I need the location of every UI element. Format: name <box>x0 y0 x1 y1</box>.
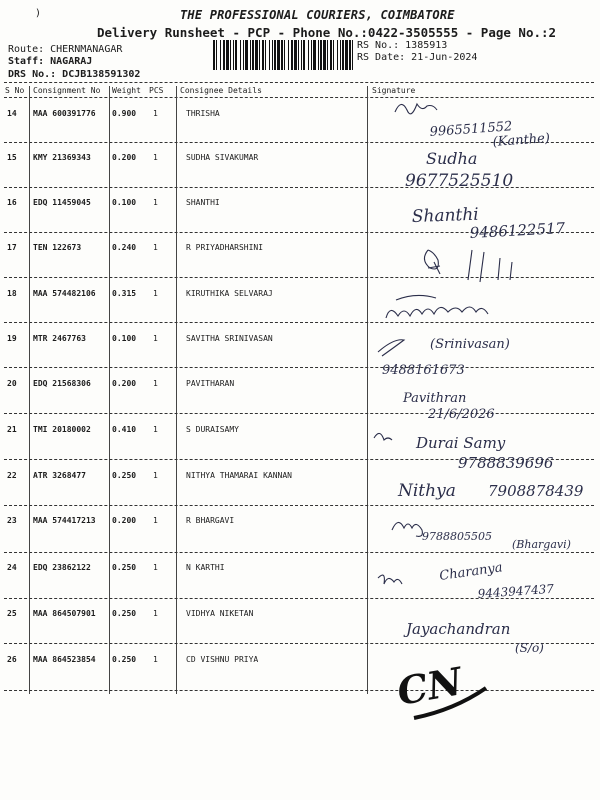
barcode-bar <box>243 40 244 70</box>
barcode-bar <box>252 40 254 70</box>
row-consignment: EDQ 11459045 <box>33 198 91 207</box>
signature-text: Jayachandran <box>406 620 511 638</box>
row-weight: 0.900 <box>112 109 137 118</box>
row-consignment: MAA 864523854 <box>33 655 96 664</box>
divider <box>4 82 594 83</box>
barcode-bar <box>288 40 289 70</box>
rs-date: RS Date: 21-Jun-2024 <box>357 52 478 63</box>
signature-scribble <box>378 575 402 584</box>
signature-text: Sudha <box>426 149 478 168</box>
route-label: Route: CHERNMANAGAR <box>8 44 123 55</box>
row-consignee: KIRUTHIKA SELVARAJ <box>186 289 273 298</box>
row-consignee: SHANTHI <box>186 198 220 207</box>
barcode-bar <box>226 40 229 70</box>
barcode-bar <box>330 40 332 70</box>
barcode-bar <box>323 40 326 70</box>
row-sno: 14 <box>7 109 17 118</box>
signature-text: Shanthi <box>411 204 480 227</box>
signature-scribble <box>392 522 422 536</box>
signature-text: 9443947437 <box>477 581 555 601</box>
row-divider <box>4 187 594 188</box>
courier-mark-stroke <box>414 688 486 718</box>
signature-scribble <box>386 295 488 318</box>
row-divider <box>4 367 594 368</box>
row-sno: 26 <box>7 655 17 664</box>
barcode-bar <box>230 40 231 70</box>
barcode-bar <box>352 40 353 70</box>
row-consignee: N KARTHI <box>186 563 225 572</box>
row-pcs: 1 <box>153 516 158 525</box>
signature-scribble <box>374 433 392 440</box>
divider <box>4 97 594 98</box>
row-sno: 17 <box>7 243 17 252</box>
barcode-bar <box>281 40 283 70</box>
row-consignee: NITHYA THAMARAI KANNAN <box>186 471 292 480</box>
barcode-bar <box>223 40 225 70</box>
barcode-bar <box>333 40 334 70</box>
row-divider <box>4 598 594 599</box>
row-pcs: 1 <box>153 334 158 343</box>
signature-text: 9488161673 <box>382 363 465 378</box>
row-sno: 25 <box>7 609 17 618</box>
row-sno: 15 <box>7 153 17 162</box>
row-pcs: 1 <box>153 379 158 388</box>
row-sno: 22 <box>7 471 17 480</box>
row-consignee: SUDHA SIVAKUMAR <box>186 153 259 162</box>
signature-text: 9677525510 <box>405 171 514 191</box>
row-sno: 18 <box>7 289 17 298</box>
signature-text: Nithya <box>398 481 456 501</box>
row-consignment: EDQ 21568306 <box>33 379 91 388</box>
signature-text: 9788805505 <box>422 530 492 543</box>
row-weight: 0.250 <box>112 655 137 664</box>
row-consignee: PAVITHARAN <box>186 379 235 388</box>
signature-text: Pavithran <box>403 391 467 406</box>
row-consignee: SAVITHA SRINIVASAN <box>186 334 273 343</box>
signature-text: (Kanthe) <box>492 131 551 150</box>
signature-text: 9788839696 <box>458 454 554 472</box>
row-consignment: KMY 21369343 <box>33 153 91 162</box>
row-consignee: R PRIYADHARSHINI <box>186 243 264 252</box>
barcode-bar <box>298 40 299 70</box>
signature-text: 7908878439 <box>488 482 584 500</box>
row-consignment: MAA 600391776 <box>33 109 96 118</box>
col-sno: S No <box>5 86 25 95</box>
signature-text: Durai Samy <box>416 434 506 452</box>
row-divider <box>4 643 594 644</box>
row-weight: 0.200 <box>112 379 137 388</box>
row-weight: 0.200 <box>112 153 137 162</box>
row-weight: 0.200 <box>112 516 137 525</box>
row-pcs: 1 <box>153 153 158 162</box>
row-pcs: 1 <box>153 471 158 480</box>
barcode-bar <box>337 40 338 70</box>
col-pcs: PCS <box>149 86 164 95</box>
runsheet-title: Delivery Runsheet - PCP - Phone No.:0422-3505555 - Page No.:2 <box>97 25 557 40</box>
row-consignment: EDQ 23862122 <box>33 563 91 572</box>
column-rule <box>367 86 368 694</box>
rs-number: RS No.: 1385913 <box>357 40 448 51</box>
barcode-bar <box>301 40 302 70</box>
barcode-bar <box>318 40 319 70</box>
row-divider <box>4 413 594 414</box>
signature-text: 9486122517 <box>469 219 566 242</box>
signature-text: (Bhargavi) <box>512 538 571 551</box>
row-pcs: 1 <box>153 655 158 664</box>
barcode-bar <box>327 40 328 70</box>
col-consignment: Consignment No <box>33 86 101 95</box>
row-divider <box>4 505 594 506</box>
barcode-bar <box>245 40 248 70</box>
barcode-bar <box>313 40 316 70</box>
row-pcs: 1 <box>153 289 158 298</box>
row-divider <box>4 277 594 278</box>
signature-scribble <box>378 340 404 356</box>
drs-number: DRS No.: DCJB138591302 <box>8 69 141 80</box>
row-divider <box>4 690 594 691</box>
row-consignee: VIDHYA NIKETAN <box>186 609 254 618</box>
row-consignee: CD VISHNU PRIYA <box>186 655 259 664</box>
barcode-bar <box>216 40 217 70</box>
row-divider <box>4 142 594 143</box>
row-weight: 0.250 <box>112 563 137 572</box>
signature-scribble <box>395 104 437 114</box>
barcode-bar <box>291 40 293 70</box>
barcode-bar <box>277 40 280 70</box>
barcode-bar <box>269 40 270 70</box>
barcode-bar <box>259 40 260 70</box>
row-sno: 19 <box>7 334 17 343</box>
row-weight: 0.250 <box>112 609 137 618</box>
col-consignee: Consignee Details <box>180 86 262 95</box>
row-consignee: THRISHA <box>186 109 220 118</box>
row-weight: 0.240 <box>112 243 137 252</box>
barcode <box>213 40 353 70</box>
row-pcs: 1 <box>153 109 158 118</box>
barcode-bar <box>213 40 215 70</box>
column-rule <box>176 86 177 694</box>
courier-mark: CN <box>393 658 466 714</box>
row-divider <box>4 552 594 553</box>
col-signature: Signature <box>372 86 416 95</box>
barcode-bar <box>349 40 351 70</box>
signature-text: 9965511552 <box>429 119 513 140</box>
row-weight: 0.100 <box>112 334 137 343</box>
barcode-bar <box>284 40 285 70</box>
signature-scribble <box>424 250 440 274</box>
barcode-bar <box>250 40 251 70</box>
barcode-bar <box>240 40 241 70</box>
row-pcs: 1 <box>153 609 158 618</box>
barcode-bar <box>311 40 312 70</box>
column-rule <box>29 86 30 694</box>
row-weight: 0.250 <box>112 471 137 480</box>
row-consignment: MTR 2467763 <box>33 334 86 343</box>
row-weight: 0.100 <box>112 198 137 207</box>
barcode-bar <box>272 40 273 70</box>
row-consignment: TMI 20180002 <box>33 425 91 434</box>
row-divider <box>4 459 594 460</box>
barcode-bar <box>308 40 309 70</box>
row-consignee: R BHARGAVI <box>186 516 235 525</box>
barcode-bar <box>262 40 264 70</box>
barcode-bar <box>235 40 237 70</box>
corner-mark: ) <box>35 8 42 19</box>
signature-text: Charanya <box>438 560 504 584</box>
column-rule <box>109 86 110 694</box>
row-pcs: 1 <box>153 243 158 252</box>
row-consignee: S DURAISAMY <box>186 425 239 434</box>
row-consignment: MAA 574482106 <box>33 289 96 298</box>
barcode-bar <box>274 40 276 70</box>
row-pcs: 1 <box>153 198 158 207</box>
row-weight: 0.410 <box>112 425 137 434</box>
staff-label: Staff: NAGARAJ <box>8 56 93 67</box>
col-weight: Weight <box>112 86 141 95</box>
row-consignment: ATR 3268477 <box>33 471 86 480</box>
row-sno: 21 <box>7 425 17 434</box>
row-sno: 16 <box>7 198 17 207</box>
row-sno: 23 <box>7 516 17 525</box>
signature-text: 21/6/2026 <box>428 407 495 422</box>
row-sno: 24 <box>7 563 17 572</box>
row-pcs: 1 <box>153 563 158 572</box>
company-name: THE PROFESSIONAL COURIERS, COIMBATORE <box>180 8 455 22</box>
barcode-bar <box>340 40 341 70</box>
row-consignment: MAA 574417213 <box>33 516 96 525</box>
barcode-bar <box>345 40 348 70</box>
row-sno: 20 <box>7 379 17 388</box>
signature-text: (S/o) <box>515 641 544 655</box>
barcode-bar <box>294 40 297 70</box>
barcode-bar <box>233 40 234 70</box>
signature-text: (Srinivasan) <box>430 337 510 352</box>
row-pcs: 1 <box>153 425 158 434</box>
row-divider <box>4 322 594 323</box>
row-divider <box>4 232 594 233</box>
barcode-bar <box>220 40 221 70</box>
barcode-bar <box>255 40 258 70</box>
barcode-bar <box>303 40 305 70</box>
row-weight: 0.315 <box>112 289 137 298</box>
barcode-bar <box>265 40 266 70</box>
barcode-bar <box>342 40 344 70</box>
barcode-bar <box>320 40 322 70</box>
row-consignment: MAA 864507901 <box>33 609 96 618</box>
row-consignment: TEN 122673 <box>33 243 82 252</box>
